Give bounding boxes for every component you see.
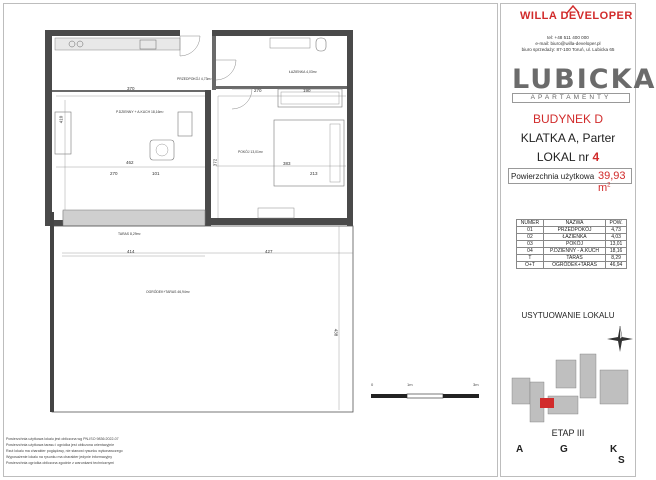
footer-note: Rzut lokalu ma charakter poglądowy, nie stanowi rysunku wykonawczego: [6, 449, 123, 453]
dim-410: 410: [58, 115, 64, 124]
unit-label: [502, 150, 634, 164]
project-logo-subtitle: APARTAMENTY: [512, 93, 630, 103]
compass-icon: [606, 325, 634, 353]
cell-number: 01: [517, 227, 544, 234]
project-logo: LUBICKA: [512, 64, 656, 95]
partner-logos: [510, 441, 630, 471]
table-row: [517, 234, 627, 241]
col-number: NUMER: [517, 220, 544, 227]
dim-414: 414: [127, 249, 135, 254]
cell-area: 18,16: [606, 248, 627, 255]
dim-370: 370: [127, 86, 135, 91]
cell-name: POKÓJ: [543, 241, 605, 248]
room-label-garden: OGRÓDEK+TARAS 46,94m²: [146, 290, 190, 294]
footer-note: Powierzchnia użytkowa lokalu jest obliczona wg PN-ISO 9836:2022-07: [6, 437, 119, 441]
cell-number: 02: [517, 234, 544, 241]
col-name: NAZWA: [543, 220, 605, 227]
cell-number: 03: [517, 241, 544, 248]
cell-name: ŁAZIENKA: [543, 234, 605, 241]
cell-name: P.DZIENNY - A.KUCH: [543, 248, 605, 255]
contact-email: e-mail: biuro@willa-developer.pl: [535, 41, 601, 46]
partner-letter-k: K: [610, 444, 618, 455]
room-label-hall: PRZEDPOKÓJ 4,73m²: [177, 77, 212, 81]
scale-label-1m: 1m: [407, 382, 413, 387]
footer-notes: [6, 436, 123, 466]
cell-name: TARAS: [543, 255, 605, 262]
cell-number: T: [517, 255, 544, 262]
contact-tel: tel: +48 511 400 000: [547, 35, 589, 40]
room-label-bedroom: POKÓJ 13,01m²: [238, 150, 263, 154]
scale-label-3m: 3m: [473, 382, 479, 387]
table-row: [517, 262, 627, 269]
table-row: [517, 241, 627, 248]
rooms-table: [516, 219, 627, 269]
dim-213: 213: [310, 171, 318, 176]
cell-area: 4,73: [606, 227, 627, 234]
unit-number: 4: [592, 150, 600, 164]
room-label-terrace: TARAS 8,29m²: [118, 232, 141, 236]
room-label-living: P.DZIENNY + A.KUCH 18,16m²: [116, 110, 164, 114]
dim-270-top: 270: [254, 88, 262, 93]
cell-area: 46,94: [606, 262, 627, 269]
table-row: [517, 227, 627, 234]
brand-logo: WILLA DEVELOPER: [520, 10, 633, 22]
cell-area: 8,29: [606, 255, 627, 262]
table-row: [517, 255, 627, 262]
dim-270: 270: [110, 171, 118, 176]
footer-note: Powierzchnia ogródka obliczona zgodnie z warunkami technicznymi: [6, 461, 115, 465]
staircase-label: KLATKA A, Parter: [520, 131, 616, 145]
area-value-number: 39,93 m: [598, 170, 626, 194]
area-label: Powierzchnia użytkowa: [511, 172, 595, 181]
cell-number: O+T: [517, 262, 544, 269]
unit-label-text: LOKAL nr: [536, 150, 590, 164]
area-unit-sup: 2: [607, 182, 611, 189]
cell-number: 04: [517, 248, 544, 255]
footer-note: Wyposażenie lokalu na rysunku ma charakter jedynie informacyjny: [6, 455, 113, 459]
table-row: [517, 248, 627, 255]
dim-427: 427: [265, 249, 273, 254]
cell-name: PRZEDPOKÓJ: [543, 227, 605, 234]
partner-letter-s: S: [618, 455, 625, 466]
dim-101: 101: [152, 171, 160, 176]
partner-letter-a: A: [516, 444, 524, 455]
location-title: USYTUOWANIE LOKALU: [521, 311, 615, 320]
dim-462: 462: [126, 160, 134, 165]
building-label: BUDYNEK D: [532, 112, 603, 126]
dim-438: 438: [333, 328, 339, 337]
dim-190: 190: [303, 88, 311, 93]
dim-383: 383: [283, 161, 291, 166]
scale-bar: [371, 382, 481, 407]
area-value: [598, 170, 639, 194]
col-area: POW.: [606, 220, 627, 227]
cell-area: 4,03: [606, 234, 627, 241]
site-plan-map: [504, 350, 634, 424]
cell-name: OGRÓDEK+TARAS: [543, 262, 605, 269]
footer-note: Powierzchnia użytkowa tarasu i ogródka jest obliczona orientacyjnie: [6, 443, 115, 447]
partner-letter-g: G: [560, 444, 568, 455]
dim-372: 372: [212, 158, 218, 167]
stage-label: ETAP III: [551, 428, 585, 438]
room-label-bath: ŁAZIENKA 4,03m²: [289, 70, 317, 74]
scale-label-0: 0: [371, 382, 374, 387]
rooms-table-header: [517, 220, 627, 227]
contact-office: biuro sprzedaży: 87-100 Toruń, ul. Lubicka 65: [521, 47, 615, 52]
cell-area: 13,01: [606, 241, 627, 248]
